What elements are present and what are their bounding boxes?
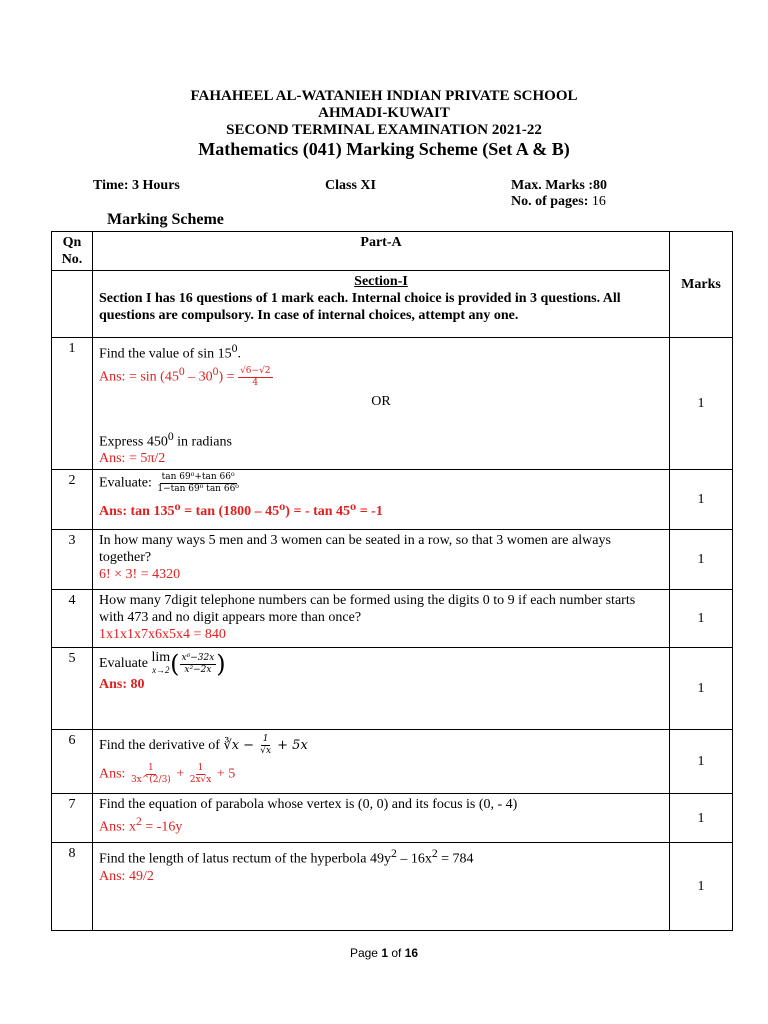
question-cell — [93, 794, 670, 843]
question-text: Find the value of $\sin 15^0$. — [99, 342, 241, 362]
table-row — [52, 530, 733, 590]
table-row — [52, 338, 733, 470]
table-row — [52, 470, 733, 530]
col-header-qn: Qn No. — [52, 232, 93, 271]
table-row — [52, 843, 733, 931]
pages-value: 16 — [591, 194, 606, 209]
answer-text-alt: Ans: = 5π/2 — [99, 451, 166, 467]
page-label: Page — [349, 946, 378, 960]
derivative-expression: ∛x − $\frac{1}{√x}$ + 5x — [223, 734, 308, 757]
mark-value: 1 — [670, 590, 733, 648]
question-number: 6 — [52, 730, 93, 794]
question-number: 8 — [52, 843, 93, 931]
exam-title: SECOND TERMINAL EXAMINATION 2021-22 — [226, 122, 542, 138]
section-description: Section I has 16 questions of 1 mark each. Internal choice is provided in 3 questions. All questions are compulsory. In case of internal choices, attempt any one. — [99, 291, 621, 323]
max-marks-label: Max. Marks :80 — [511, 178, 608, 193]
answer-fraction: $\frac{√6-√2}{4}$ — [240, 365, 271, 388]
or-separator: OR — [371, 393, 391, 409]
mark-value: 1 — [670, 648, 733, 730]
time-label: Time: 3 Hours — [93, 178, 180, 193]
question-text: Evaluate: $\frac{\text{tan 69⁰+tan 66⁰}}{\text{1−tan 69⁰ tan 66⁰}}$ — [99, 472, 239, 495]
marking-table — [51, 231, 733, 931]
question-text: Find the length of latus rectum of the hyperbola $49y^2 - 16x^2 = 784$ — [99, 847, 474, 867]
question-text-alt: Express $450^0$ in radians — [99, 429, 232, 450]
mark-value: 1 — [670, 338, 733, 470]
school-name: FAHAHEEL AL-WATANIEH INDIAN PRIVATE SCHOOL — [190, 88, 578, 104]
page-of: of — [391, 946, 402, 960]
limit-notation: lim x→2 — [151, 650, 171, 676]
table-row — [52, 590, 733, 648]
question-cell — [93, 530, 670, 590]
question-number: 7 — [52, 794, 93, 843]
question-number: 2 — [52, 470, 93, 530]
question-fraction: $\frac{\text{x⁶−32x}}{\text{x²−2x}}$ — [181, 652, 215, 675]
answer-text: Ans: tan 135⁰ = tan (1800 – 45⁰) = - tan 45⁰ = -1 — [99, 504, 383, 520]
page-footer — [0, 946, 768, 960]
mark-value: 1 — [670, 843, 733, 931]
question-text: Find the derivative of ∛x − $\frac{1}{√x}$ + 5x — [99, 734, 308, 757]
question-text: Find the equation of parabola whose vertex is (0, 0) and its focus is (0, - 4) — [99, 797, 518, 813]
section-title: Section-I — [354, 274, 408, 289]
section-qn-cell — [52, 271, 93, 338]
question-cell — [93, 730, 670, 794]
question-number: 3 — [52, 530, 93, 590]
answer-text: Ans: $\frac{1}{3x\^{}(2/3)}$ + $\frac{1}{2x√x}$ + 5 — [99, 763, 236, 786]
question-number: 1 — [52, 338, 93, 470]
marking-scheme-heading: Marking Scheme — [107, 211, 224, 228]
question-text: Evaluate lim x→2 ( $\frac{\text{x⁶−32x}}{\text{x²−2x}}$ ) — [99, 650, 226, 679]
question-cell — [93, 843, 670, 931]
answer-text: Ans: $x^2 = -16y$ — [99, 815, 183, 835]
question-text: In how many ways 5 men and 3 women can be seated in a row, so that 3 women are always together? — [99, 533, 611, 566]
mark-value: 1 — [670, 794, 733, 843]
answer-text: Ans: = $\sin (45^0 - 30^0)$ = $\frac{√6-√2}{4}$ — [99, 364, 271, 388]
question-cell — [93, 648, 670, 730]
col-header-marks: Marks — [670, 232, 733, 338]
question-number: 5 — [52, 648, 93, 730]
answer-text: 6! × 3! = 4320 — [99, 567, 181, 583]
pages-label — [511, 194, 606, 210]
mark-value: 1 — [670, 730, 733, 794]
question-cell — [93, 470, 670, 530]
question-cell — [93, 338, 670, 470]
table-row — [52, 730, 733, 794]
mark-value: 1 — [670, 530, 733, 590]
question-number: 4 — [52, 590, 93, 648]
question-text: How many 7digit telephone numbers can be formed using the digits 0 to 9 if each number starts with 473 and no digit appears more than once? — [99, 593, 636, 626]
answer-text: Ans: 80 — [99, 677, 145, 693]
answer-text: Ans: 49/2 — [99, 868, 154, 884]
page-current: 1 — [381, 946, 388, 960]
school-location: AHMADI-KUWAIT — [318, 105, 450, 121]
table-row — [52, 794, 733, 843]
subject-title: Mathematics (041) Marking Scheme (Set A & B) — [198, 139, 570, 159]
table-row — [52, 648, 733, 730]
page-total: 16 — [404, 946, 419, 960]
col-header-part: Part-A — [93, 232, 670, 271]
mark-value: 1 — [670, 470, 733, 530]
pages-label-text: No. of pages: — [511, 194, 589, 209]
class-label: Class XI — [325, 178, 376, 193]
question-fraction: $\frac{\text{tan 69⁰+tan 66⁰}}{\text{1−tan 69⁰ tan 66⁰}}$ — [157, 472, 239, 495]
answer-text: 1x1x1x7x6x5x4 = 840 — [99, 627, 226, 643]
question-cell — [93, 590, 670, 648]
section-info — [93, 271, 670, 338]
